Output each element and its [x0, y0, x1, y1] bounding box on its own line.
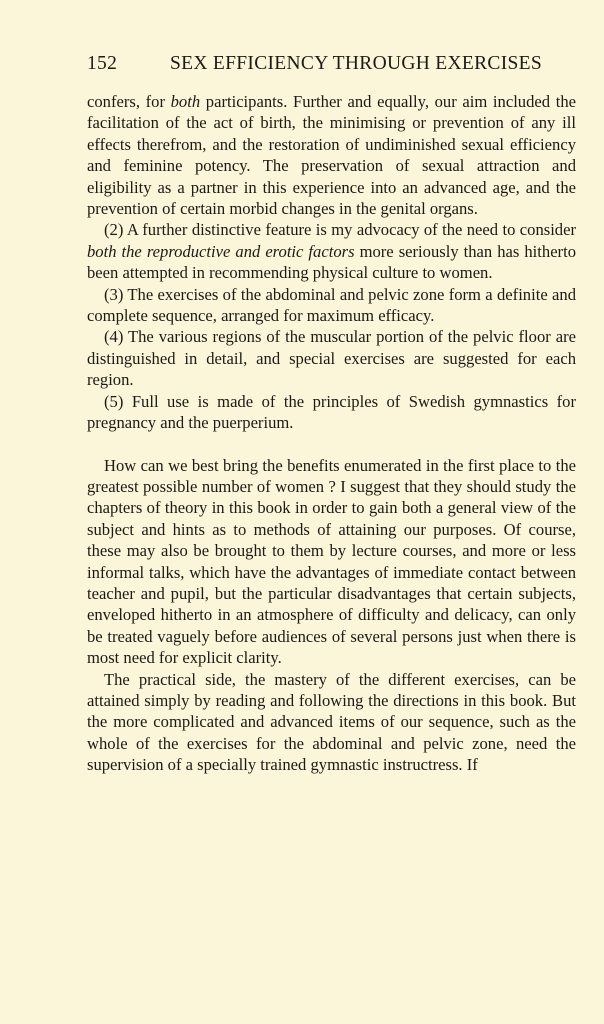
paragraph-2-pre: (2) A further distinctive feature is my advocacy of the need to consider: [104, 220, 576, 240]
paragraph-1: [87, 91, 576, 219]
paragraph-2-post: more seriously than has hitherto been attempted in recommending physical culture to women.: [87, 241, 576, 283]
paragraph-7: The practical side, the mastery of the different exercises, can be attained simply by reading and following the directions in this book. But the more complicated and advanced items of our sequence, such as the whole of the exercises for the abdominal and pelvic zone, need the supervision of a specially trained gymnastic instructress. If: [87, 669, 576, 775]
paragraph-1-post: participants. Further and equally, our aim included the facilitation of the act of birth, the minimising or prevention of any ill effects therefrom, and the restoration of undiminished sexual efficiency and feminine potency. The preservation of sexual attraction and eligibility as a partner in this experience into an advanced age, and the prevention of certain morbid changes in the genital organs.: [87, 92, 576, 219]
page-number: 152: [87, 53, 118, 74]
paragraph-1-pre: confers, for: [87, 92, 171, 111]
paragraph-1-emphasis: both: [170, 92, 201, 111]
paragraph-3: (3) The exercises of the abdominal and pelvic zone form a definite and complete sequence, arranged for maximum efficacy.: [87, 284, 576, 326]
running-header: [87, 53, 542, 75]
paragraph-6: How can we best bring the benefits enumerated in the first place to the greatest possible number of women ? I suggest that they should study the chapters of theory in this book in order to gain both a general view of the subject and hints as to methods of attaining our purposes. Of course, these may also be brought to them by lecture courses, and more or less informal talks, which have the advantages of immediate contact between teacher and pupil, but the particular disadvantages that certain subjects, enveloped hitherto in an atmosphere of difficulty and delicacy, can only be treated vaguely before audiences of several persons just when there is most need for explicit clarity.: [87, 455, 576, 668]
paragraph-2: [87, 219, 576, 283]
running-title: SEX EFFICIENCY THROUGH EXERCISES: [169, 53, 542, 74]
paragraph-4: (4) The various regions of the muscular portion of the pelvic floor are distinguished in detail, and special exercises are suggested for each region.: [87, 327, 576, 390]
paragraph-5: (5) Full use is made of the principles of Swedish gymnastics for pregnancy and the puerperium.: [87, 391, 576, 433]
paragraph-2-emphasis: both the reproductive and erotic factors: [87, 241, 355, 261]
body-text: [87, 91, 576, 776]
